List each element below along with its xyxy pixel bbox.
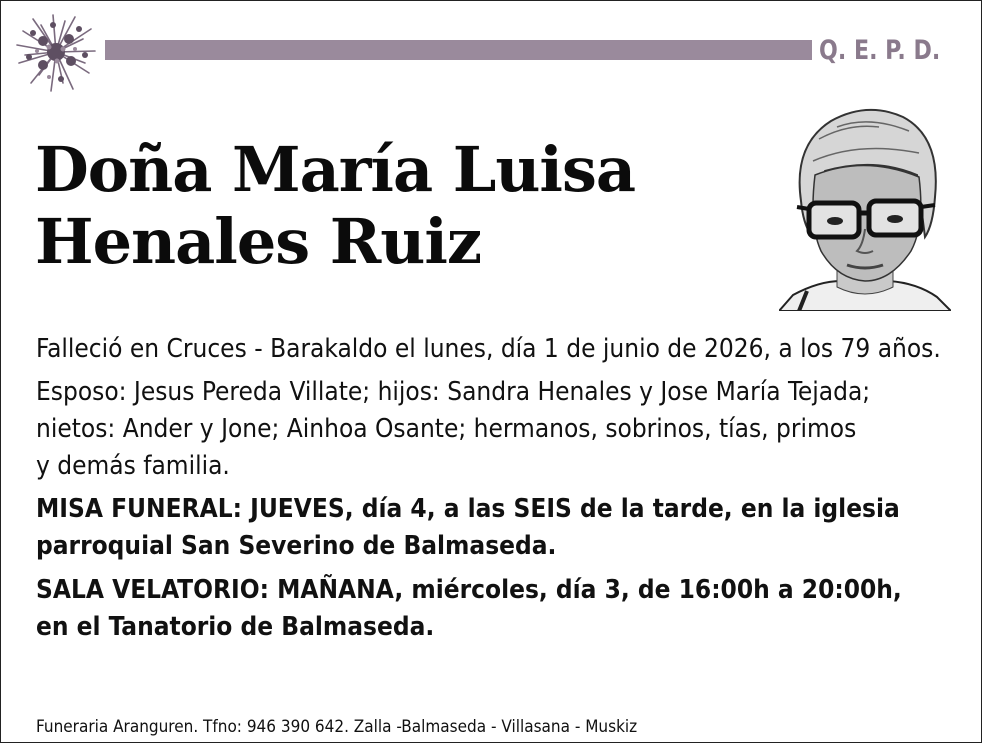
family-line-2: nietos: Ander y Jone; Ainhoa Osante; hermanos, sobrinos, tías, primos (36, 414, 857, 444)
flower-emblem-icon (13, 11, 99, 93)
name-line-2: Henales Ruiz (35, 205, 482, 278)
qepd-label: Q. E. P. D. (819, 35, 941, 66)
death-notice: Falleció en Cruces - Barakaldo el lunes, día 1 de junio de 2026, a los 79 años. (36, 334, 941, 364)
mass-line-1: MISA FUNERAL: JUEVES, día 4, a las SEIS de la tarde, en la iglesia (36, 494, 900, 524)
header-band (105, 40, 812, 60)
wake-line-2: en el Tanatorio de Balmaseda. (36, 612, 435, 642)
name-line-1: Doña María Luisa (35, 133, 636, 206)
deceased-name (35, 134, 635, 278)
mass-line-2: parroquial San Severino de Balmaseda. (36, 531, 557, 561)
funeral-mass (36, 491, 966, 565)
family-line-1: Esposo: Jesus Pereda Villate; hijos: Sandra Henales y Jose María Tejada; (36, 377, 871, 407)
funeral-home-footer: Funeraria Aranguren. Tfno: 946 390 642. Zalla -Balmaseda - Villasana - Muskiz (36, 717, 638, 737)
family-list (36, 374, 966, 485)
family-line-3: y demás familia. (36, 451, 230, 481)
portrait-photo (779, 105, 951, 311)
obituary-body (36, 331, 966, 646)
wake-room (36, 572, 966, 646)
wake-line-1: SALA VELATORIO: MAÑANA, miércoles, día 3, de 16:00h a 20:00h, (36, 575, 902, 605)
